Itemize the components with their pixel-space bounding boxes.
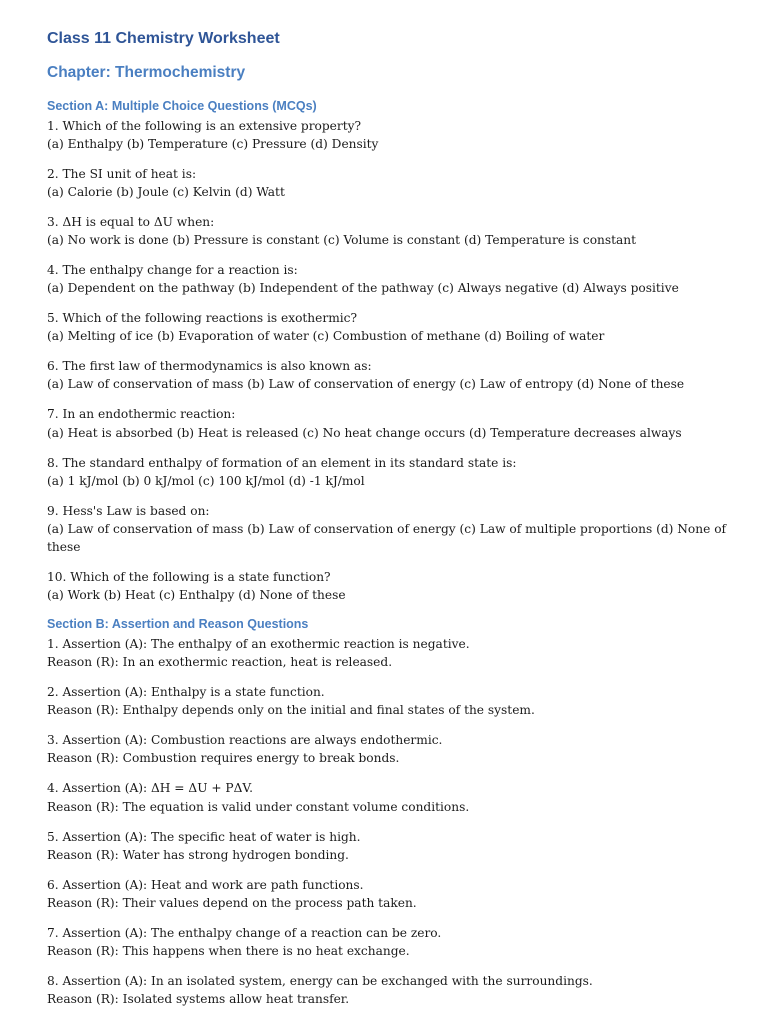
- assertion-text: 4. Assertion (A): ΔH = ΔU + PΔV.: [47, 781, 253, 795]
- mcq-question: 7. In an endothermic reaction:: [47, 407, 236, 421]
- mcq-options: (a) Heat is absorbed (b) Heat is released (c) No heat change occurs (d) Temperature decreases always: [47, 426, 682, 440]
- mcq-options: (a) Enthalpy (b) Temperature (c) Pressure (d) Density: [47, 137, 379, 151]
- mcq-question: 10. Which of the following is a state function?: [47, 570, 331, 584]
- mcq-options: (a) Law of conservation of mass (b) Law of conservation of energy (c) Law of entropy (d) None of these: [47, 377, 685, 391]
- assertion-text: 7. Assertion (A): The enthalpy change of a reaction can be zero.: [47, 926, 442, 940]
- reason-text: Reason (R): Their values depend on the process path taken.: [47, 896, 417, 910]
- mcq-options: (a) Calorie (b) Joule (c) Kelvin (d) Watt: [47, 185, 285, 199]
- mcq-question: 5. Which of the following reactions is exothermic?: [47, 311, 358, 325]
- assertion-text: 6. Assertion (A): Heat and work are path functions.: [47, 878, 364, 892]
- mcq-options: (a) Dependent on the pathway (b) Independent of the pathway (c) Always negative (d) Always positive: [47, 281, 679, 295]
- assertion-text: 3. Assertion (A): Combustion reactions are always endothermic.: [47, 733, 443, 747]
- section-b-heading: Section B: Assertion and Reason Questions: [47, 617, 309, 631]
- reason-text: Reason (R): The equation is valid under constant volume conditions.: [47, 800, 470, 814]
- assertion-text: 5. Assertion (A): The specific heat of water is high.: [47, 830, 361, 844]
- mcq-question: 2. The SI unit of heat is:: [47, 167, 197, 181]
- mcq-question: 8. The standard enthalpy of formation of an element in its standard state is:: [47, 456, 517, 470]
- worksheet-title: Class 11 Chemistry Worksheet: [47, 30, 280, 47]
- assertion-text: 2. Assertion (A): Enthalpy is a state function.: [47, 685, 325, 699]
- mcq-options: (a) No work is done (b) Pressure is constant (c) Volume is constant (d) Temperature is constant: [47, 233, 637, 247]
- assertion-text: 8. Assertion (A): In an isolated system, energy can be exchanged with the surroundings.: [47, 974, 593, 988]
- reason-text: Reason (R): Isolated systems allow heat transfer.: [47, 992, 350, 1006]
- mcq-question: 9. Hess's Law is based on:: [47, 504, 210, 518]
- chapter-heading: Chapter: Thermochemistry: [47, 64, 246, 81]
- mcq-options: (a) 1 kJ/mol (b) 0 kJ/mol (c) 100 kJ/mol (d) -1 kJ/mol: [47, 474, 365, 488]
- mcq-question: 6. The first law of thermodynamics is also known as:: [47, 359, 372, 373]
- reason-text: Reason (R): Combustion requires energy to break bonds.: [47, 751, 400, 765]
- section-a-heading: Section A: Multiple Choice Questions (MCQs): [47, 99, 317, 113]
- reason-text: Reason (R): Water has strong hydrogen bonding.: [47, 848, 349, 862]
- reason-text: Reason (R): In an exothermic reaction, heat is released.: [47, 655, 393, 669]
- mcq-options: (a) Work (b) Heat (c) Enthalpy (d) None of these: [47, 588, 346, 602]
- assertion-text: 1. Assertion (A): The enthalpy of an exothermic reaction is negative.: [47, 637, 470, 651]
- reason-text: Reason (R): Enthalpy depends only on the initial and final states of the system.: [47, 703, 535, 717]
- mcq-question: 3. ΔH is equal to ΔU when:: [47, 215, 215, 229]
- reason-text: Reason (R): This happens when there is no heat exchange.: [47, 944, 410, 958]
- mcq-options: (a) Law of conservation of mass (b) Law of conservation of energy (c) Law of multiple proportions (d) None of these: [47, 522, 727, 554]
- mcq-question: 1. Which of the following is an extensive property?: [47, 119, 362, 133]
- mcq-options: (a) Melting of ice (b) Evaporation of water (c) Combustion of methane (d) Boiling of water: [47, 329, 605, 343]
- mcq-question: 4. The enthalpy change for a reaction is:: [47, 263, 298, 277]
